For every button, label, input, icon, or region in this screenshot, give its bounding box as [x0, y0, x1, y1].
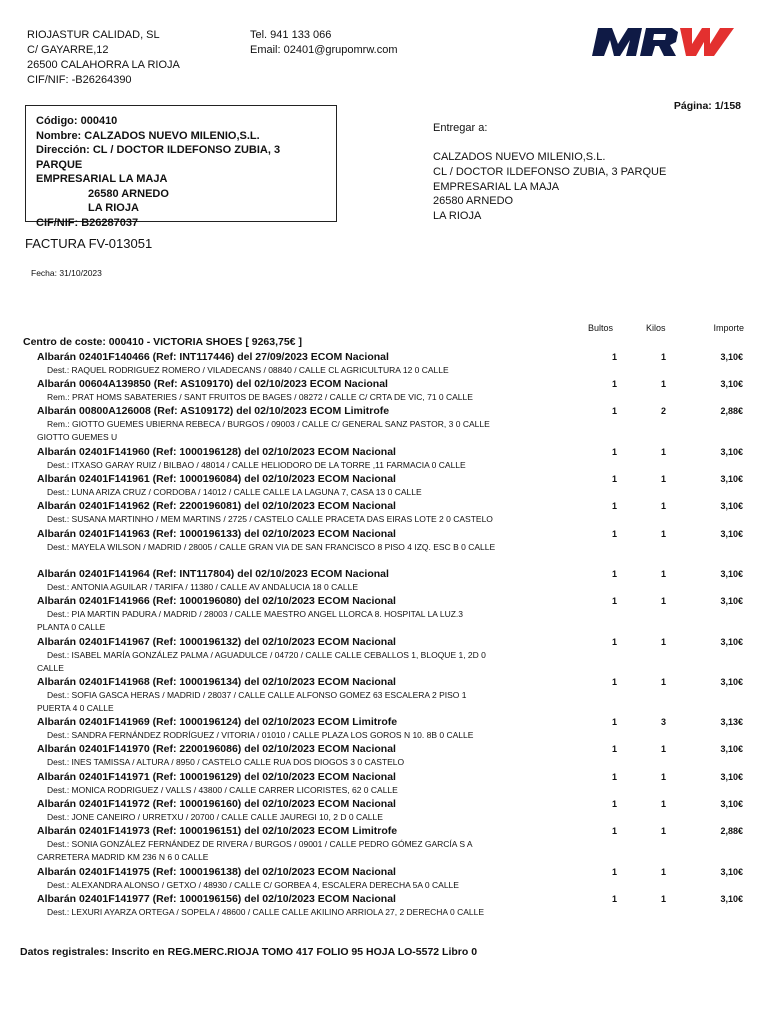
sender-city: 26500 CALAHORRA LA RIOJA — [27, 59, 180, 71]
importe-value: 3,13€ — [720, 717, 743, 727]
bultos-value: 1 — [612, 501, 618, 511]
destination-continued: CARRETERA MADRID KM 236 N 6 0 CALLE — [37, 852, 209, 862]
bultos-value: 1 — [612, 569, 618, 579]
importe-value: 3,10€ — [720, 772, 743, 782]
invoice-title: FACTURA FV-013051 — [25, 236, 153, 251]
importe-value: 3,10€ — [720, 379, 743, 389]
delivery-title: Entregar a: — [433, 122, 488, 134]
destination: Dest.: ANTONIA AGUILAR / TARIFA / 11380 / CALLE AV ANDALUCIA 18 0 CALLE — [47, 582, 359, 592]
list-item — [0, 472, 768, 499]
kilos-value: 1 — [661, 744, 667, 754]
list-item — [0, 770, 768, 797]
albaran-label: Albarán 00800A126008 (Ref: AS109172) del 02/10/2023 ECOM Limitrofe — [37, 405, 390, 417]
shipments-list — [0, 350, 768, 919]
list-item — [0, 635, 768, 675]
destination: Dest.: RAQUEL RODRIGUEZ ROMERO / VILADECANS / 08840 / CALLE CL AGRICULTURA 12 0 CALLE — [47, 365, 449, 375]
importe-value: 2,88€ — [720, 826, 743, 836]
destination: Dest.: INES TAMISSA / ALTURA / 8950 / CASTELO CALLE RUA DOS DIOGOS 3 0 CASTELO — [47, 757, 405, 767]
list-item — [0, 865, 768, 892]
bultos-value: 1 — [612, 799, 618, 809]
importe-value: 3,10€ — [720, 501, 743, 511]
albaran-label: Albarán 02401F141960 (Ref: 1000196128) del 02/10/2023 ECOM Nacional — [37, 446, 396, 458]
kilos-value: 1 — [661, 637, 667, 647]
client-address: Dirección: CL / DOCTOR ILDEFONSO ZUBIA, 3 PARQUE — [36, 144, 281, 171]
mrw-logo — [592, 26, 734, 58]
bultos-value: 1 — [612, 772, 618, 782]
destination: Dest.: MAYELA WILSON / MADRID / 28005 / CALLE GRAN VIA DE SAN FRANCISCO 8 PISO 4 IZQ. ESC B 0 CALLE — [47, 542, 496, 552]
kilos-value: 1 — [661, 677, 667, 687]
bultos-value: 1 — [612, 637, 618, 647]
sender-block — [27, 28, 180, 88]
list-item — [0, 527, 768, 567]
destination: Rem.: PRAT HOMS SABATERIES / SANT FRUITOS DE BAGES / 08272 / CALLE C/ CRTA DE VIC, 71 0 CALLE — [47, 392, 473, 402]
delivery-line: EMPRESARIAL LA MAJA — [433, 180, 560, 193]
albaran-label: Albarán 02401F141975 (Ref: 1000196138) del 02/10/2023 ECOM Nacional — [37, 866, 396, 878]
client-cif: CIF/NIF: B26287037 — [36, 216, 139, 229]
destination: Dest.: MONICA RODRIGUEZ / VALLS / 43800 / CALLE CARRER LICORISTES, 62 0 CALLE — [47, 785, 398, 795]
kilos-value: 1 — [661, 447, 667, 457]
albaran-label: Albarán 02401F141967 (Ref: 1000196132) del 02/10/2023 ECOM Nacional — [37, 636, 396, 648]
destination: Dest.: SONIA GONZÁLEZ FERNÁNDEZ DE RIVERA / BURGOS / 09001 / CALLE PEDRO GÓMEZ GARCÍA S A — [47, 839, 473, 849]
contact-block — [250, 28, 398, 58]
bultos-value: 1 — [612, 474, 618, 484]
bultos-value: 1 — [612, 677, 618, 687]
bultos-value: 1 — [612, 894, 618, 904]
destination: Dest.: SOFIA GASCA HERAS / MADRID / 28037 / CALLE CALLE ALFONSO GOMEZ 63 ESCALERA 2 PISO 1 — [47, 690, 467, 700]
destination: Dest.: ITXASO GARAY RUIZ / BILBAO / 48014 / CALLE HELIODORO DE LA TORRE ,11 FARMACIA 0 CALLE — [47, 460, 466, 470]
list-item — [0, 377, 768, 404]
list-item — [0, 892, 768, 919]
albaran-label: Albarán 02401F141961 (Ref: 1000196084) del 02/10/2023 ECOM Nacional — [37, 473, 396, 485]
importe-value: 3,10€ — [720, 447, 743, 457]
bultos-value: 1 — [612, 352, 618, 362]
bultos-value: 1 — [612, 379, 618, 389]
albaran-label: Albarán 02401F141963 (Ref: 1000196133) del 02/10/2023 ECOM Nacional — [37, 528, 396, 540]
albaran-label: Albarán 02401F141971 (Ref: 1000196129) del 02/10/2023 ECOM Nacional — [37, 771, 396, 783]
destination: Dest.: PIA MARTIN PADURA / MADRID / 28003 / CALLE MAESTRO ANGEL LLORCA 8. HOSPITAL LA LUZ.3 — [47, 609, 464, 619]
list-item — [0, 824, 768, 865]
destination: Dest.: JONE CANEIRO / URRETXU / 20700 / CALLE CALLE JAUREGI 10, 2 D 0 CALLE — [47, 812, 383, 822]
list-item — [0, 499, 768, 527]
kilos-value: 2 — [661, 406, 667, 416]
kilos-value: 1 — [661, 772, 667, 782]
destination: Rem.: GIOTTO GUEMES UBIERNA REBECA / BURGOS / 09003 / CALLE C/ GENERAL SANZ PASTOR, 3 0 CALLE — [47, 419, 490, 429]
kilos-value: 1 — [661, 569, 667, 579]
sender-cif: CIF/NIF: -B26264390 — [27, 74, 132, 86]
kilos-value: 1 — [661, 799, 667, 809]
contact-phone: Tel. 941 133 066 — [250, 29, 332, 41]
kilos-value: 1 — [661, 826, 667, 836]
column-header-bultos: Bultos — [588, 323, 614, 333]
kilos-value: 1 — [661, 596, 667, 606]
destination: Dest.: LUNA ARIZA CRUZ / CORDOBA / 14012 / CALLE CALLE LA LAGUNA 7, CASA 13 0 CALLE — [47, 487, 422, 497]
list-item — [0, 715, 768, 742]
importe-value: 3,10€ — [720, 569, 743, 579]
page-number: Página: 1/158 — [673, 100, 741, 112]
destination-continued: PUERTA 4 0 CALLE — [37, 703, 114, 713]
importe-value: 3,10€ — [720, 744, 743, 754]
bultos-value: 1 — [612, 717, 618, 727]
bultos-value: 1 — [612, 406, 618, 416]
importe-value: 2,88€ — [720, 406, 743, 416]
destination: Dest.: LEXURI AYARZA ORTEGA / SOPELA / 48600 / CALLE CALLE AKILINO ARRIOLA 27, 2 DERECHA 0 CALLE — [47, 907, 485, 917]
sender-name: RIOJASTUR CALIDAD, SL — [27, 29, 160, 41]
bultos-value: 1 — [612, 529, 618, 539]
list-item — [0, 797, 768, 824]
delivery-address — [433, 150, 666, 224]
destination-continued: GIOTTO GUEMES U — [37, 432, 118, 442]
kilos-value: 1 — [661, 352, 667, 362]
albaran-label: Albarán 02401F141966 (Ref: 1000196080) del 02/10/2023 ECOM Nacional — [37, 595, 396, 607]
delivery-line: LA RIOJA — [433, 210, 482, 223]
delivery-line: 26580 ARNEDO — [433, 195, 514, 208]
importe-value: 3,10€ — [720, 596, 743, 606]
albaran-label: Albarán 02401F141973 (Ref: 1000196151) del 02/10/2023 ECOM Limitrofe — [37, 825, 398, 837]
destination: Dest.: SANDRA FERNÁNDEZ RODRÍGUEZ / VITORIA / 01010 / CALLE PLAZA LOS GOROS N 10. 8B 0 CALLE — [47, 730, 474, 740]
list-item — [0, 742, 768, 770]
importe-value: 3,10€ — [720, 474, 743, 484]
destination: Dest.: ALEXANDRA ALONSO / GETXO / 48930 / CALLE C/ GORBEA 4, ESCALERA DERECHA 5A 0 CALLE — [47, 880, 459, 890]
invoice-date: Fecha: 31/10/2023 — [31, 268, 102, 278]
delivery-line: CL / DOCTOR ILDEFONSO ZUBIA, 3 PARQUE — [433, 165, 667, 178]
albaran-label: Albarán 02401F141970 (Ref: 2200196086) del 02/10/2023 ECOM Nacional — [37, 743, 396, 755]
list-item — [0, 350, 768, 377]
sender-address: C/ GAYARRE,12 — [27, 44, 109, 56]
column-header-kilos: Kilos — [646, 323, 666, 333]
destination-continued: CALLE — [37, 663, 64, 673]
kilos-value: 1 — [661, 867, 667, 877]
list-item — [0, 404, 768, 445]
client-province: LA RIOJA — [88, 202, 139, 214]
importe-value: 3,10€ — [720, 352, 743, 362]
client-address-2: EMPRESARIAL LA MAJA — [36, 173, 168, 185]
albaran-label: Albarán 02401F141962 (Ref: 2200196081) del 02/10/2023 ECOM Nacional — [37, 500, 396, 512]
client-name: Nombre: CALZADOS NUEVO MILENIO,S.L. — [36, 129, 260, 142]
list-item — [0, 675, 768, 715]
cost-center-title: Centro de coste: 000410 - VICTORIA SHOES [ 9263,75€ ] — [23, 336, 302, 348]
bultos-value: 1 — [612, 867, 618, 877]
albaran-label: Albarán 02401F141964 (Ref: INT117804) del 02/10/2023 ECOM Nacional — [37, 568, 389, 580]
kilos-value: 3 — [661, 717, 667, 727]
importe-value: 3,10€ — [720, 867, 743, 877]
importe-value: 3,10€ — [720, 894, 743, 904]
destination-continued: PLANTA 0 CALLE — [37, 622, 106, 632]
contact-email: Email: 02401@grupomrw.com — [250, 44, 398, 56]
delivery-line: CALZADOS NUEVO MILENIO,S.L. — [433, 151, 606, 163]
list-item — [0, 445, 768, 472]
kilos-value: 1 — [661, 894, 667, 904]
importe-value: 3,10€ — [720, 677, 743, 687]
kilos-value: 1 — [661, 379, 667, 389]
importe-value: 3,10€ — [720, 637, 743, 647]
albaran-label: Albarán 02401F141969 (Ref: 1000196124) del 02/10/2023 ECOM Limitrofe — [37, 716, 398, 728]
list-item — [0, 594, 768, 635]
destination: Dest.: SUSANA MARTINHO / MEM MARTINS / 2725 / CASTELO CALLE PRACETA DAS EIRAS LOTE 2 0 CASTELO — [47, 514, 493, 524]
list-item — [0, 567, 768, 594]
albaran-label: Albarán 02401F141972 (Ref: 1000196160) del 02/10/2023 ECOM Nacional — [37, 798, 396, 810]
albaran-label: Albarán 02401F141968 (Ref: 1000196134) del 02/10/2023 ECOM Nacional — [37, 676, 396, 688]
bultos-value: 1 — [612, 826, 618, 836]
column-header-importe: Importe — [713, 323, 744, 333]
client-code: Código: 000410 — [36, 115, 118, 127]
kilos-value: 1 — [661, 474, 667, 484]
bultos-value: 1 — [612, 596, 618, 606]
kilos-value: 1 — [661, 501, 667, 511]
registry-footer: Datos registrales: Inscrito en REG.MERC.RIOJA TOMO 417 FOLIO 95 HOJA LO-5572 Libro 0 — [20, 946, 478, 958]
importe-value: 3,10€ — [720, 799, 743, 809]
importe-value: 3,10€ — [720, 529, 743, 539]
bultos-value: 1 — [612, 447, 618, 457]
client-postcode: 26580 ARNEDO — [88, 187, 169, 200]
albaran-label: Albarán 00604A139850 (Ref: AS109170) del 02/10/2023 ECOM Nacional — [37, 378, 388, 390]
albaran-label: Albarán 02401F141977 (Ref: 1000196156) del 02/10/2023 ECOM Nacional — [37, 893, 396, 905]
client-box — [25, 105, 337, 229]
albaran-label: Albarán 02401F140466 (Ref: INT117446) del 27/09/2023 ECOM Nacional — [37, 351, 389, 363]
kilos-value: 1 — [661, 529, 667, 539]
destination: Dest.: ISABEL MARÍA GONZÁLEZ PALMA / AGUADULCE / 04720 / CALLE CALLE CEBALLOS 1, BLOQUE 1, 2D 0 — [47, 650, 486, 660]
bultos-value: 1 — [612, 744, 618, 754]
